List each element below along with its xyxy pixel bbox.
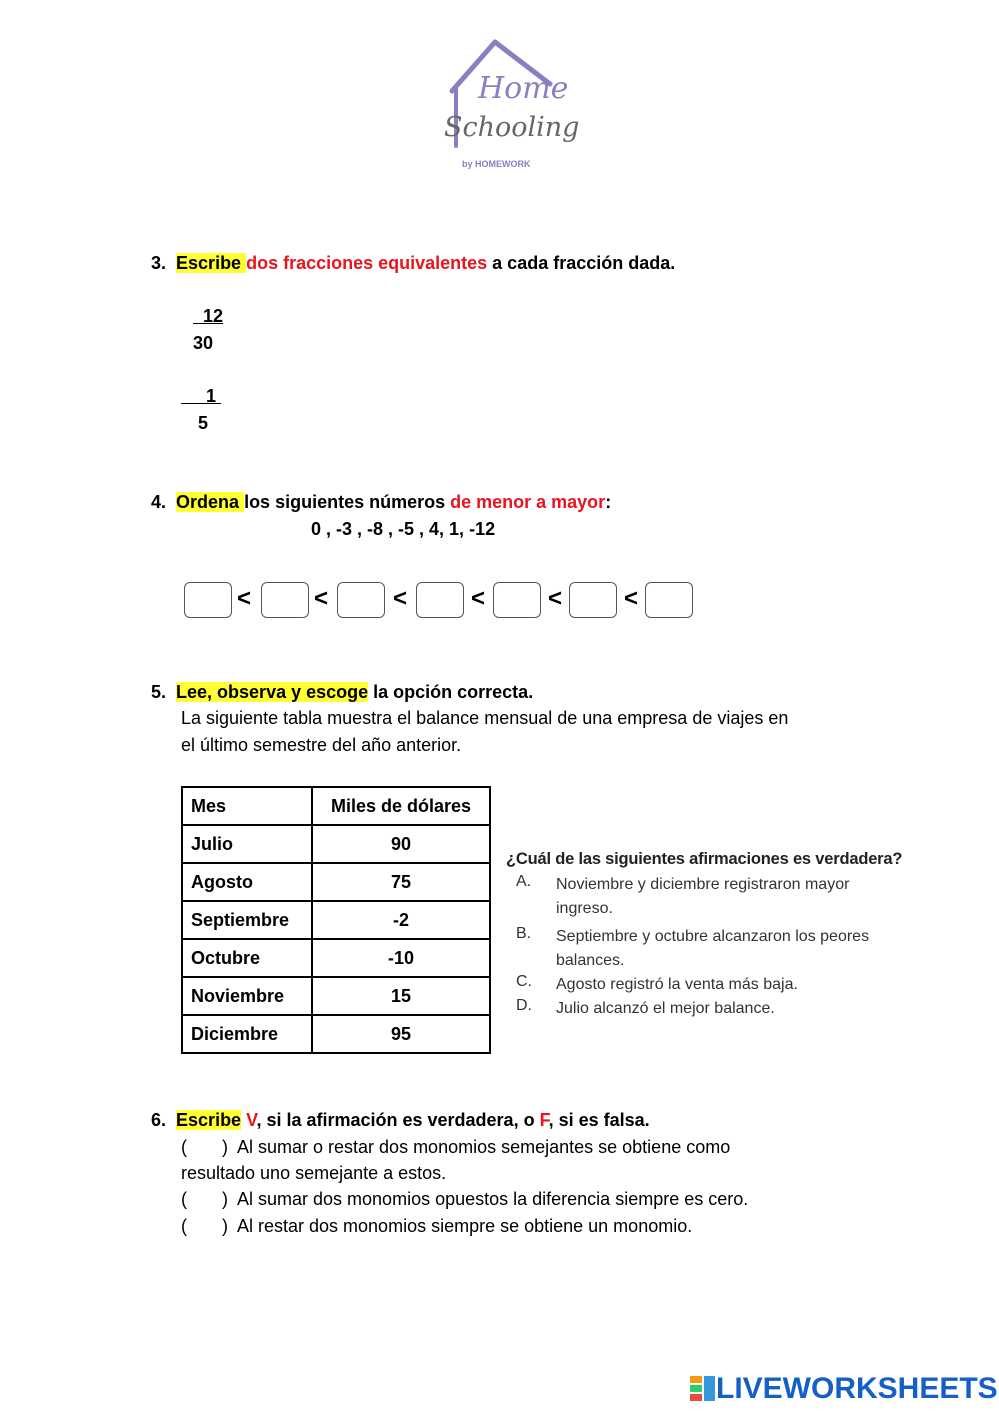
- order-box-2[interactable]: [261, 582, 309, 618]
- numbers-to-order: 0 , -3 , -8 , -5 , 4, 1, -12: [311, 519, 496, 539]
- order-box-4[interactable]: [416, 582, 464, 618]
- table-cell: Septiembre: [182, 901, 312, 939]
- less-than-sign: <: [548, 585, 563, 612]
- mcq-question: ¿Cuál de las siguientes afirmaciones es verdadera?: [506, 850, 903, 868]
- q3-title: 3. Escribe dos fracciones equivalentes a cada fracción dada.: [151, 253, 676, 273]
- table-row: [182, 939, 490, 977]
- less-than-sign: <: [393, 585, 408, 612]
- balance-table: [181, 786, 491, 1054]
- liveworksheets-brand: [690, 1372, 998, 1406]
- fraction-12-30: $\frac{12}{30}$: [193, 306, 224, 353]
- table-cell: 95: [312, 1015, 490, 1053]
- order-box-5[interactable]: [493, 582, 541, 618]
- statement-1[interactable]: ( ) Al sumar o restar dos monomios semejantes se obtiene como: [181, 1137, 731, 1157]
- q6-title: 6. Escribe V, si la afirmación es verdadera, o F, si es falsa.: [151, 1110, 650, 1130]
- table-cell: Diciembre: [182, 1015, 312, 1053]
- less-than-sign: <: [237, 585, 252, 612]
- table-header-row: [182, 787, 490, 825]
- statement-1-continued: resultado uno semejante a estos.: [181, 1163, 447, 1183]
- table-cell: -2: [312, 901, 490, 939]
- table-cell: Agosto: [182, 863, 312, 901]
- mcq-option-a[interactable]: A. Noviembre y diciembre registraron mayor ingreso.: [516, 873, 850, 917]
- order-box-1[interactable]: [184, 582, 232, 618]
- mcq-option-b[interactable]: B. Septiembre y octubre alcanzaron los peores balances.: [516, 925, 870, 969]
- svg-text:by HOMEWORK: by HOMEWORK: [462, 159, 531, 169]
- fraction-1-5: 1 5: [198, 386, 217, 433]
- q5-description-line2: el último semestre del año anterior.: [181, 735, 462, 755]
- table-cell: 15: [312, 977, 490, 1015]
- order-box-7[interactable]: [645, 582, 693, 618]
- mcq-option-d[interactable]: D. Julio alcanzó el mejor balance.: [516, 997, 775, 1017]
- table-row: [182, 977, 490, 1015]
- liveworksheets-logo-icon: [690, 1376, 716, 1402]
- svg-text:Schooling: Schooling: [444, 112, 580, 143]
- table-row: [182, 863, 490, 901]
- table-cell: 90: [312, 825, 490, 863]
- q4-title: 4. Ordena los siguientes números de menor a mayor:: [151, 492, 612, 512]
- table-cell: Octubre: [182, 939, 312, 977]
- mcq-option-c[interactable]: C. Agosto registró la venta más baja.: [516, 973, 798, 993]
- table-cell: 75: [312, 863, 490, 901]
- table-row: [182, 1015, 490, 1053]
- q5-title: 5. Lee, observa y escoge la opción correcta.: [151, 682, 534, 702]
- brand-name: LIVEWORKSHEETS: [716, 1372, 998, 1405]
- less-than-sign: <: [624, 585, 639, 612]
- multiple-choice-question: [506, 850, 906, 1021]
- table-cell: Julio: [182, 825, 312, 863]
- home-schooling-logo: [440, 36, 580, 176]
- house-roof-icon: [440, 36, 580, 176]
- svg-text:Home: Home: [478, 71, 569, 106]
- statement-2[interactable]: ( ) Al sumar dos monomios opuestos la diferencia siempre es cero.: [181, 1189, 749, 1209]
- table-header: Miles de dólares: [312, 787, 490, 825]
- table-cell: Noviembre: [182, 977, 312, 1015]
- table-row: [182, 901, 490, 939]
- order-box-3[interactable]: [337, 582, 385, 618]
- table-cell: -10: [312, 939, 490, 977]
- table-row: [182, 825, 490, 863]
- table-header: Mes: [182, 787, 312, 825]
- order-box-6[interactable]: [569, 582, 617, 618]
- statement-3[interactable]: ( ) Al restar dos monomios siempre se obtiene un monomio.: [181, 1216, 693, 1236]
- less-than-sign: <: [314, 585, 329, 612]
- q5-description-line1: La siguiente tabla muestra el balance mensual de una empresa de viajes en: [181, 708, 789, 728]
- less-than-sign: <: [471, 585, 486, 612]
